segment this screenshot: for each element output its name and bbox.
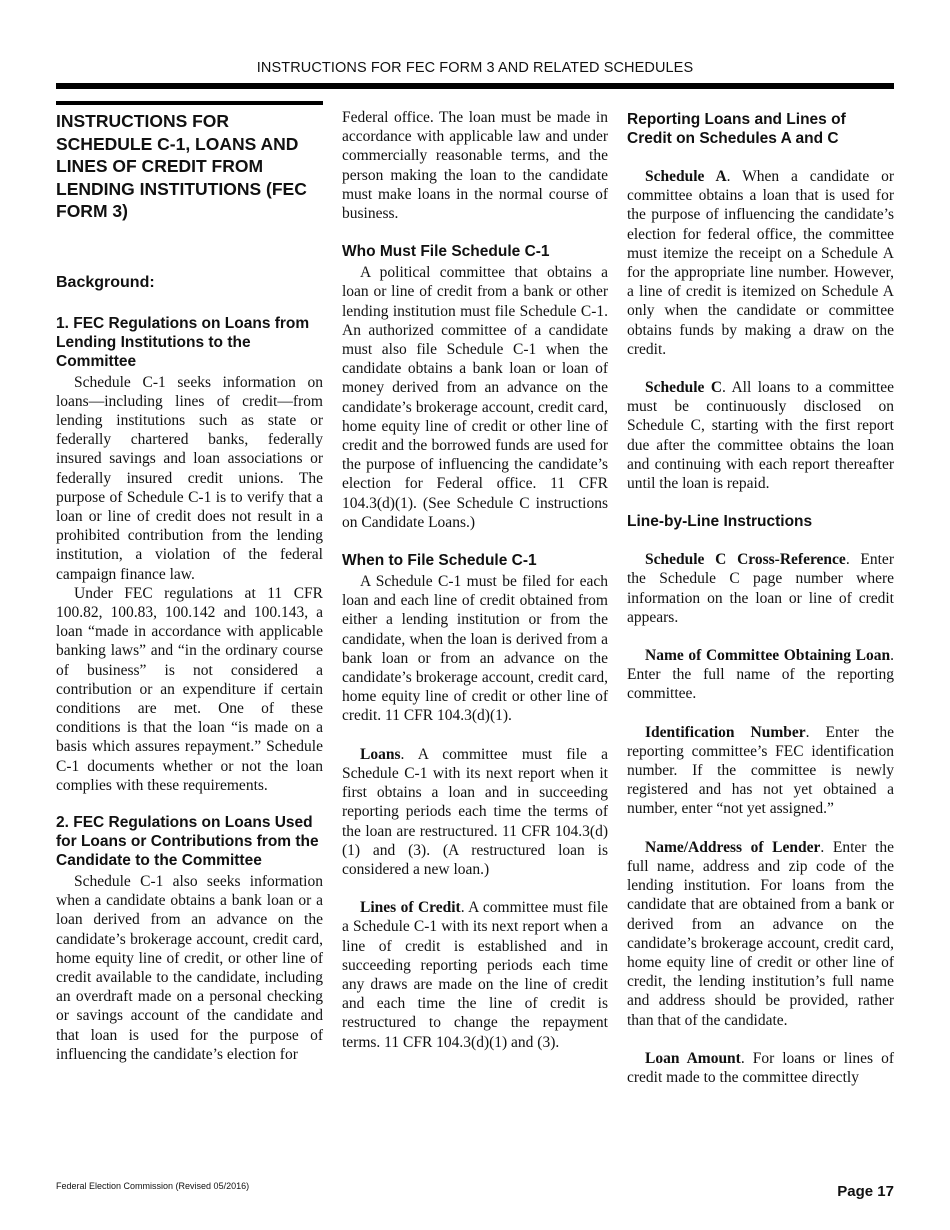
who-must-file-paragraph: A political committee that obtains a loan or line of credit from a bank or other lending institution must file Schedule C-1. An authorized committee of a candidate must also file Schedule C-1 when the candidate obtains a bank loan or loan of money derived from an advance on the candidate’s brokerage account, credit card, home equity line of credit or other line of credit and the borrowed funds are used for the purpose of influencing the candidate’s election for Federal office. 11 CFR 104.3(d)(1). (See Schedule C instructions on Candidate Loans.) — [342, 264, 608, 531]
committee-name-term: Name of Committee Obtaining Loan — [645, 647, 891, 665]
loans-text: . A committee must file a Schedule C-1 with its next report when it first obtains a loan and in succeeding reporting periods each time the terms of the loan are restructured. 11 CFR 104.3(d)(1) and (3). (A restructured loan is considered a new loan.) — [342, 745, 608, 878]
line-by-line-heading: Line-by-Line Instructions — [627, 513, 813, 531]
section-2-paragraph-1: Schedule C-1 also seeks information when a candidate obtains a bank loan or a loan derived from an advance on the candidate’s brokerage account, credit card, home equity line of credit, or other line of credit available to the candidate, including an overdraft made on a personal checking or savings account of the candidate and that loan is used for the purpose of influencing the candidate’s election for — [56, 872, 323, 1063]
committee-name-paragraph — [627, 646, 894, 704]
section-1-heading: 1. FEC Regulations on Loans from Lending Institutions to the Committee — [56, 314, 310, 370]
section-1-paragraph-1: Schedule C-1 seeks information on loans—including lines of credit—from lending institutions such as state or federally chartered banks, federally insured savings and loan associations or federally insured credit unions. The purpose of Schedule C-1 is to verify that a loan or line of credit does not result in a prohibited contribution from the lending institution, a violation of the federal campaign finance law. — [56, 373, 323, 583]
cross-reference-paragraph — [627, 550, 894, 627]
identification-number-paragraph — [627, 723, 894, 819]
identification-number-term: Identification Number — [645, 723, 806, 741]
background-heading: Background: — [56, 273, 155, 291]
lines-of-credit-text: . A committee must file a Schedule C-1 with its next report when a line of credit is established and in succeeding reporting periods each time any draws are made on the line of credit and each time the line of credit is restructured to change the repayment terms. 11 CFR 104.3(d)(1) and (3). — [342, 899, 609, 1051]
lender-paragraph — [627, 838, 894, 1030]
loans-paragraph — [342, 745, 608, 879]
identification-number-text: . Enter the reporting committee’s FEC identification number. If the committee is newly registered and has not yet obtained a number, enter “not yet assigned.” — [627, 723, 894, 818]
when-to-file-heading: When to File Schedule C-1 — [342, 552, 537, 570]
running-header: INSTRUCTIONS FOR FEC FORM 3 AND RELATED SCHEDULES — [256, 60, 694, 76]
who-must-file-heading: Who Must File Schedule C-1 — [342, 243, 550, 261]
cross-reference-text: . Enter the Schedule C page number where information on the loan or line of credit appears. — [627, 551, 894, 626]
schedule-a-term: Schedule A — [645, 168, 727, 185]
lines-of-credit-paragraph — [342, 898, 608, 1052]
page-number: Page 17 — [837, 1183, 894, 1200]
loan-amount-term: Loan Amount — [645, 1049, 741, 1067]
loan-amount-paragraph — [627, 1049, 894, 1087]
continued-paragraph: Federal office. The loan must be made in accordance with applicable law and under commercially reasonable terms, and the person making the loan to the candidate must make loans in the normal course of business. — [342, 109, 608, 223]
schedule-c-text: . All loans to a committee must be continuously disclosed on Schedule C, starting with the first report due after the committee obtains the loan and continuing with each report thereafter until the loan is repaid. — [627, 379, 895, 493]
page-title: INSTRUCTIONS FOR SCHEDULE C-1, LOANS AND LINES OF CREDIT FROM LENDING INSTITUTIONS (FEC FORM 3) — [56, 111, 307, 221]
schedule-c-paragraph — [627, 378, 894, 493]
lender-term: Name/Address of Lender — [645, 838, 821, 856]
schedule-c-term: Schedule C — [645, 379, 723, 397]
committee-name-text: . Enter the full name of the reporting committee. — [627, 647, 894, 703]
cross-reference-term: Schedule C Cross-Reference — [645, 551, 846, 569]
loans-term: Loans — [360, 745, 401, 763]
header-rule — [56, 83, 894, 89]
loan-amount-text: . For loans or lines of credit made to the committee directly — [627, 1049, 894, 1086]
lender-text: . Enter the full name, address and zip code of the lending institution. For loans from the candidate that are obtained from a bank or derived from an advance on the candidate’s brokerage account, credit card, home equity line of credit or other line of credit, the lending institution’s full name and address should be provided, rather than that of the candidate. — [627, 838, 894, 1029]
footer-revision: Federal Election Commission (Revised 05/2016) — [56, 1181, 250, 1191]
section-1-paragraph-2: Under FEC regulations at 11 CFR 100.82, 100.83, 100.142 and 100.143, a loan “made in accordance with applicable banking laws” and “in the ordinary course of business” is not considered a contribution or an expenditure if certain conditions are met. One of these conditions is that the loan “is made on a basis which assures repayment.” Schedule C-1 documents whether or not the loan complies with these requirements. — [56, 584, 323, 794]
when-to-file-paragraph: A Schedule C-1 must be filed for each loan and each line of credit obtained from either a lending institution or from the candidate, when the loan is derived from a bank loan or from an advance on the candidate’s brokerage account, credit card, home equity line of credit or other line of credit. 11 CFR 104.3(d)(1). — [342, 573, 608, 725]
schedule-a-paragraph — [627, 167, 894, 359]
section-2-heading: 2. FEC Regulations on Loans Used for Loans or Contributions from the Candidate to the Committee — [56, 813, 319, 869]
schedule-a-text: . When a candidate or committee obtains a loan that is used for the purpose of influencing the candidate’s election for federal office, the committee must itemize the receipt on a Schedule A for the appropriate line number. However, a line of credit is itemized on Schedule A only when the candidate or committee obtains funds by making a draw on the credit. — [627, 168, 894, 358]
title-rule — [56, 101, 323, 105]
column-2 — [342, 108, 608, 1052]
column-1 — [56, 108, 323, 1064]
column-3 — [627, 108, 894, 1087]
lines-of-credit-term: Lines of Credit — [360, 899, 461, 917]
reporting-heading: Reporting Loans and Lines of Credit on Schedules A and C — [627, 111, 846, 147]
